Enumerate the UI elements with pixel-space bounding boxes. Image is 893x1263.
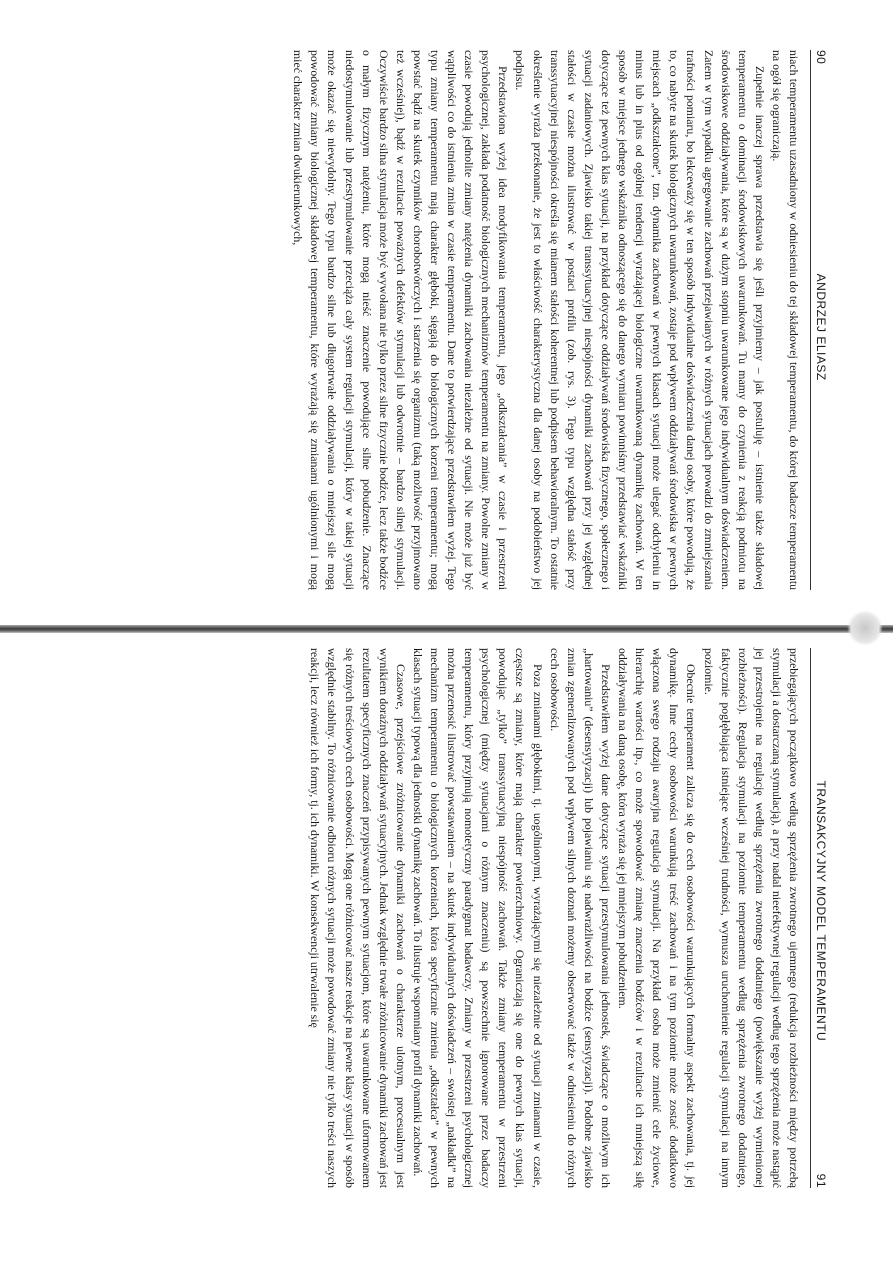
paragraph: Poza zmianami głębokimi, tj. uogólnionymi, wyrażającymi się niezależnie od sytuacji zmianami w czasie, częstsze są zmiany, które mają charakter powierzchniowy. Ograniczają się one do pewnych klas sytuacji, powodując „tylko” transsytuacyjną niespójność zachowań. Także zmiany temperamentu w przestrzeni psychologicznej (między sytuacjami o różnym znaczeniu) są powszechnie ignorowane przez badaczy temperamentu, który przyjmują nomotetyczny paradygmat badawczy. Zmiany w przestrzeni psychologicznej można przenosić ilustrować powstawaniem – na skutek indywidualnych doświadczeń – swoistej „nakładki” na mechanizm temperamentu o biologicznych korzeniach, która specyficznie zmienia „odkształca” w pewnych klasach sytuacji typową dla jednostki dynamikę zachowań. To ilustruje wspomniany profil dynamiki zachowań.: [410, 648, 545, 1188]
right-running-title: TRANSAKCYJNY MODEL TEMPERAMENTU: [814, 780, 828, 1042]
paragraph: Przedstawiona wyżej idea modyfikowania temperamentu, jego „odkształcania” w czasie i przestrzeni psychologicznej, zakłada podatność biologicznych mechanizmów temperamentu na zmiany. Powolne zmiany w czasie powodują jednolite zmiany natężenia dynamiki zachowania niezależne od sytuacji. Nie może już być wątpliwości co do istnienia zmian w czasie temperamentu. Dane to potwierdzające przedstawiłem wyżej. Tego typu zmiany temperamentu mają charakter głęboki, sięgają do biologicznych korzeni temperamentu; mogą powstać bądź na skutek czynników chorobotwórczych i starzenia się organizmu (taką możliwość przyjmowano też wcześniej), bądź w rezultacie poważnych defektów stymulacji lub odwrotnie – bardzo silnej stymulacji. Oczywiście bardzo silna stymulacja może być wywołana nie tylko przez silne fizycznie bodźce, lecz także bodźce o małym fizycznym natężeniu, które mogą nieść znaczenie powodujące silne pobudzenie. Znaczące niedostymulowanie lub przestymulowanie przeciąża cały system regulacji stymulacji, który w takiej sytuacji może okazać się niewydolny. Tego typu bardzo silne lub długotrwałe oddziaływania o mniejszej sile mogą powodować zmiany biologicznej składowej temperamentu, które wyrażają się zmianami ugólnionymi i mogą mieć charakter zmian dwukierunkowych,: [291, 50, 511, 590]
scan-artifact: [847, 610, 883, 646]
right-page: [48, 648, 828, 1188]
paragraph: przebiegających początkowo według sprzężenia zwrotnego ujemnego (redukcja rozbieżności między potrzebą stymulacji a dostarczaną stymulacją), a przy nadal nieefektywnej regulacji według tego sprzężenia może nastąpić jej przestrojenie na regulację według sprzężenia zwrotnego dodatniego (powiększanie wyżej wymienionej rozbieżności). Regulacja stymulacji na poziomie temperamentu według sprzężenia zwrotnego dodatniego, faktycznie pogłębiająca istniejące wcześniej trudności, wymusza uruchomienie regulacji stymulacji na innym poziomie.: [701, 648, 801, 1188]
right-page-number: 91: [814, 1173, 828, 1188]
left-page-number: 90: [814, 50, 828, 65]
left-running-title: ANDRZEJ ELIASZ: [814, 273, 828, 381]
left-running-head: [810, 50, 828, 590]
right-body-text: [306, 648, 802, 1188]
paragraph: Przedstawiłem wyżej dane dotyczące sytuacji przestymulowania jednostek, świadczące o możliwym ich „hartowaniu” (desensytyzacji) lub pojawianiu się nadwrażliwości na bodźce (sensytyzacji). Podobne zjawisko zmian zgeneralizowanych pod wpływem silnych doznań możemy obserwować także w odniesieniu do różnych cech osobowości.: [547, 648, 613, 1188]
paragraph: Zupełnie inaczej sprawa przedstawia się jeśli przyjmiemy – jak postuluję – istnienie także składowej temperamentu o dominacji środowiskowych uwarunkowań. Tu mamy do czynienia z reakcją podmiotu na środowiskowe oddziaływania, które są w dużym stopniu uwarunkowane jego indywidualnym doświadczeniem. Zatem w tym wypadku agregowanie zachowań przejawianych w różnych sytuacjach prowadzi do zmniejszania trafności pomiaru, bo lekceważy się w ten sposób indywidualne doświadczenia danej osoby, które powodują, że to, co nabyte na skutek biologicznych uwarunkowań, zostaje pod wpływem oddziaływań środowiska w pewnych miejscach „odkształcone”, tzn. dynamika zachowań w pewnych klasach sytuacji może ulegać odchyleniu in minus lub in plus od ogólnej tendencji wyrażającej biologiczne uwarunkowaną dynamikę zachowań. W ten sposób w miejsce jednego wskaźnika odnoszącego się do danego wymiaru powinniśmy przedstawiać wskaźniki dotyczące też pewnych klas sytuacji, na przykład dotyczące oddziaływań środowiska fizycznego, społecznego i sytuacji zadaniowych. Zjawisko takiej transsytuacyjnej niespójności dynamiki zachowań przy jej względnej stałości w czasie można ilustrować w postaci profilu (zob. rys. 3). Tego typu względna stałość przy transsytuacyjnej niespójności określa się mianem stałości koherentnej lub podpisem behawioralnym. To ostatnie określenie wyraża przekonanie, że jest to właściwość charakterystyczna dla danej osoby na podobieństwo jej podpisu.: [513, 50, 767, 590]
paragraph: niach temperamentu uzasadniony w odniesieniu do tej składowej temperamentu, do której badacze temperamentu na ogół się ograniczają.: [769, 50, 801, 590]
left-page: [48, 50, 828, 590]
right-running-head: [810, 648, 828, 1188]
paragraph: Czasowe, przejściowe zróżnicowanie dynamiki zachowań o charakterze ulotnym, procesualnym jest wynikiem doraźnych oddziaływań sytuacyjnych. Jednak względnie trwałe zróżnicowanie dynamiki zachowań jest rezultatem specyficznych znaczeń przypisywanych pewnym sytuacjom, które są uwarunkowane uformowanem się różnych treściowych cech osobowości. Mogą one różnicować nasze reakcje na pewne klasy sytuacji w sposób względnie stabilny. To różnicowanie odbioru różnych sytuacji może powodować zmiany nie tylko treści naszych reakcji, lecz również ich formy, tj. ich dynamiki. W konsekwencji utrwalenie się: [308, 648, 408, 1188]
book-gutter-shadow: [0, 625, 893, 633]
paragraph: Obecnie temperament zalicza się do cech osobowości warunkujących formalny aspekt zachowania, tj. jej dynamikę. Inne cechy osobowości warunkują treść zachowań i na tym poziomie może zostać dodatkowo włączona swego rodzaju awaryjna regulacja stymulacji. Na przykład osoba może zmienić cele życiowe, hierarchię wartości itp., co może spowodować zmianę znaczenia bodźców i w rezultacie ich mniejszą siłę oddziaływania na daną osobę, która wyraża się jej mniejszym pobudzeniem.: [616, 648, 699, 1188]
left-body-text: [289, 50, 802, 590]
